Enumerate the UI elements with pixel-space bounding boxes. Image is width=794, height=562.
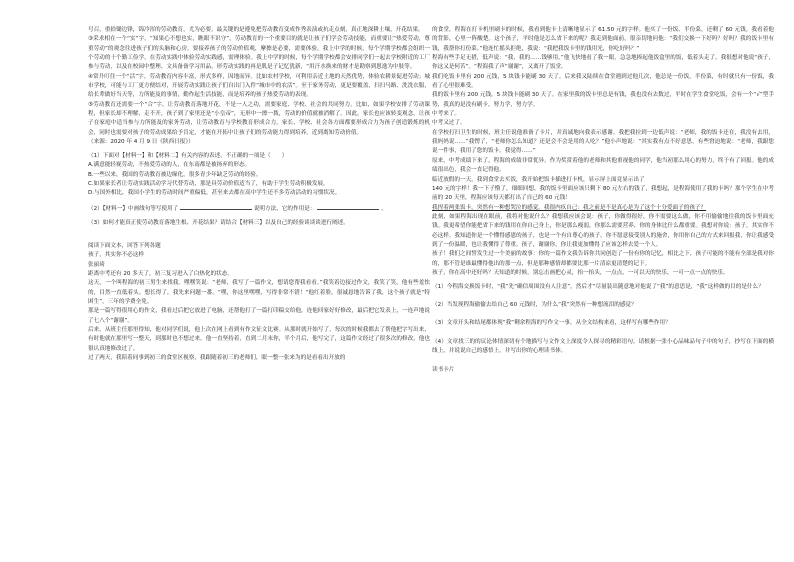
article-paragraph-13: 原来，中考成绩下来了，程海的成绩非常优异。作为奖赏着他的老师和其他重视他的同学，他当初那么用心的努力，终于有了回报。他的成绩很出色，我会一直记得他。	[432, 157, 774, 174]
article-paragraph-5: 过了两天，我陪着同事到初三的食堂区视察，我跟随着初三的老师们，眼一整一张来为的是看看出开放的	[88, 355, 346, 361]
question-1: （1）下面对【材料一】和【材料二】有关内容的表述，不正确的一项是（ ）	[88, 152, 288, 159]
article-paragraph-17: 孩子！我们之间誓发生过一个美丽的故事：你的一篇作文我告诉你共同创造了一份有你的记忆，相比之下，孩子可能的不能有全部是我对你的，那不管是谁最懂得他出的那一点，但是那种感情却都要比那一片清凉更清楚的记下。	[432, 251, 774, 267]
material-section-4: ④常升叮住一个“活”字。劳动教育内容丰富，形式多样，因地而异。比如农村学校，可利用亲近土地的天然优势，体验农耕景促进劳动；城市学校，可能与工厂更方便结对，开展劳动实践让孩子们自出门入件“城市中的农活”。至于家务劳动，更是要覆盖，扫扫马路、洗洗衣服，给长辈做好当天等，力所能及的事情，勤作起生活技能，而是培养的孩子热爱劳动的表现。	[88, 73, 430, 99]
question-1-option-a: A.满意能轻视劳动，不热爱劳动的人，在东南都是被扬弃的形态。	[88, 162, 251, 169]
article-paragraph-4: 后来，从班主任那里得知，他对同学们说，他上次在网上看到有作文征文比赛。从那时就开始写了，每次的时候我都去了帮他把字写出来，有时他就在那里写一整天，到那时也不想过来，他一直坚持着，直到二月末你，半个月后，他写完了，这篇作文经过了很多次的修改，他也很认真地修改过了。	[88, 326, 430, 352]
question-1-option-b: B.一些以来，我国的劳动教育被边缘化，很多青少年缺乏劳动的经验。	[88, 171, 262, 178]
intro-paragraph-tail: 号召，重拾锄边锋，锦冷浑的劳动教育，尤为必要。最关键的是遵免把劳动教育变成作秀表演或抗走点刻，真正地深耕土壤，开花结果。	[88, 27, 424, 33]
article-paragraph-9: 我的饭卡里有 200 元钱，5 块钱卡能刷 30 天了。在家里我的饭卡里总是有钱，我也没有去数过，平时在学生食堂吃饭，会有一个“√”型手势，我真的是没有刷卡，努力学，努力学。	[432, 92, 774, 108]
reading-question-1: （1）今程海交换饭卡时，“我”先“确信周围没有人注意”，然后才“尽量装出随意地对他说了“我”的意思是，“我”这样做的目的是什么？	[432, 283, 764, 290]
article-paragraph-16: 此刻，如果程海出现在眼前，我将对他说什么？我想我应该会说：孩子，你做得很好，你不需要这么做，你不用偷偷地往我的饭卡里面充钱。我更希望你能把省下来的钱用在你自己身上，你是那么瘦弱，你那么需要营养，你的身体比什么都重要。我想对你说：孩子，其实你不必这样。我知道你是一个懂得感恩的孩子，也是一个有自尊心的孩子。你不愿意接受别人的施舍，你用你自己的方式来回报我，你让我感受到了一份温暖，也让我懂得了尊重。孩子，谢谢你，你让我更加懂得了应该怎样去爱一个人。	[432, 213, 774, 248]
reading-question-2: （2）当发现程海偷偷去给自己 60 元钱时，为什么“我”突然有一种想流泪的感觉？	[432, 302, 637, 309]
article-title: 孩子，其实你不必这样	[88, 252, 144, 259]
underlined-sentence: 我捏着两张饭卡，突然有一种想哭泣的感觉。我很内疚自己：我之前是不是真心是为了这个十分爱面子的孩子？	[432, 204, 707, 211]
reading-question-4: （4）文章找三的的议论体情深切有个地描写与文作文上深度令人探寻的精彩语句。请根据一张小心品味品句子中的句子，抄写在下面的横线上，并说说自己的感悟上。并写出你的心理读书体。	[432, 338, 774, 355]
material-section-5: ⑤劳动教育还需要一个“合”字。让劳动教育落地开花，不是一人之功，需要家庭、学校、社会的共同努力。比如，如果学校安排了劳动课程，但家长却不理解，走不开，孩子到了家里还是“小皇帝”，无形中一擦一拨，劳动的价值就被消解了。因此，家长也应该转变观念，让孩子在家庭中适当参与力所能及的家务劳动，让劳动教育与学校教育形成合力，家长、学校、社会各方面都要形成合力为孩子创造锻炼的机会，同时也需要对孩子的劳动成果给予肯定，才能在开拓中让孩子们的劳动能力得到培养，近到离知劳动价值。	[88, 101, 430, 136]
source-note: （来源：2020 年 4 月 9 日《陕西日报》）	[88, 139, 194, 146]
article-paragraph-7: 程海有些手足无措，低声说：“我，我的……钱够用。”他飞快地看了我一眼，急急地捧起他饭盒里的饭，低着头走了，我很想对他说“孩子，你这又是何苦”。“程海我了声“谢谢”，又离开了饭堂。	[432, 55, 774, 71]
article-paragraph-3: 那是一篇写得很用心的作文，我看过后把它放进了电脑，还帮他打了一篇打印稿交给他，连他回家好好修改，最后把它发表上，一连声地说了七八个“谢谢”。	[88, 308, 430, 324]
article-paragraph-11: 中考又过了。	[432, 120, 466, 127]
reading-card-label: 读书卡片	[432, 366, 455, 373]
article-paragraph-1: 距离中考还有 20 多天了，初三复习进入了白热化的状态。	[88, 270, 233, 277]
article-paragraph-10: 中考来了。	[432, 111, 460, 118]
question-2-suffix: 。	[380, 206, 387, 213]
article-author: 张丽琦	[88, 261, 105, 268]
article-paragraph-14: 临近放假的一天，我到食堂去买饭，我开始把饭卡插进打卡机，显示屏上面竟显示出了	[432, 176, 645, 183]
reading-question-3: （3）文章开头和结尾都体现“我”剩余程海的写作文一事，从全文结构来看，这样写有哪些作用？	[432, 320, 671, 327]
article-paragraph-6: 的食堂，程海在打卡机里刷卡的时候，我看到他卡上清晰地显示了 61.50 元的字样。他买了一份饭、半份菜，还剩了 60 元钱。我看着他的背影，心里一阵酸楚。这个孩子，平时他是怎么省下来的呢？我走到他面前，很亲切地问他：“我们交换一下好吗？好吗？我的饭卡里有钱，我帮你打份菜。”他连忙摇头拒绝，我说：“我把我饭卡里的钱用光，你吃好吗？”	[432, 27, 774, 52]
right-column	[432, 26, 774, 375]
article-paragraph-8: 我们吃饭卡里有 200 元钱，5 块钱卡能刷 30 天了。后来我又陆续在食堂遇到过他几次，他总是一份饭，半份菜，有时就只有一份饭，我看了心里很难受。	[432, 73, 774, 90]
article-paragraph-18: 孩子，你在高中还好吗？天知道的时候，别忘击画把心灵，抬一抬头，一点点，一可以天的快乐，一可一点一点的快乐。	[432, 269, 729, 276]
question-1-option-d: D.与国外相比，我国小学生的劳动时间严重偏低，甚至来去都在高中学生还不多劳动活动的习惯状况。	[88, 190, 341, 197]
answer-blank-effect[interactable]	[317, 203, 379, 210]
question-2	[88, 203, 430, 214]
left-column	[88, 26, 430, 363]
material-section-3: ③采求相在一个“实”字。“知果心不想也实，瞧眼不识守”。劳动教育的一个重要目的就是让孩子们学会劳动技能，而重要让“热爱劳动，尊重劳动”的观念往进孩子们的头脑和心房。要接养孩子的劳动价值观，摩擦是必要，需要体验。我上中学的时候，每个学期学校都会组织一个劳动的十个勤工俭学，在劳动实践中体验劳动实践感，需理体验。我上中学的时候，每个学期学校都会安排同学们一起去学校附近的工厂参与劳动，以及在校园中整理、文具备备学习用品。形劳动实践的再是肌是子记忆犹新，“用汗水换来的财才是勘察到恩逸为中肢等。	[88, 36, 430, 71]
answer-blank-method[interactable]	[180, 203, 252, 210]
article-paragraph-12: 在学校打扫卫生的时候，班主任说他准备了卡片，并真诚地向我表示感谢。我把我拉到一边低声说：“老师，我的饭卡还在，我没有去用，我妈妈说……”我愣了，“老师你怎么知道？还是会不会是用的人吃？”他小声地说：“其实我有点不好意思，有些窘迫地说：“老师，我跟您说一件事，我用了您的饭卡。我觉得……”	[432, 129, 774, 155]
question-1-option-c: C.如果家长者让劳动实践活动学习代替劳动，那是具劳动价值适当了，有助于学生劳动积极发展。	[88, 181, 329, 187]
article-paragraph-2: 这天，一个叫程海的初三男生来找我。嘿嘿笑说：“老师，我写了一篇作文，想请您帮我看看。”我笑着边接过作文，我笑了笑，他有些羞怯的，目然一直低着头。想长得了，我先来问题一番。“嘿，你这里嘿嘿，写得非常不错！”他红着脸，很诚恳地告诉了我，这个孩子就是“特困生”，三年的学费全免。	[88, 280, 430, 305]
reading-prompt: 阅读下面文本，回答下列各题	[88, 242, 161, 249]
article-paragraph-15: 140 元的字样！我一下子懵了，细细回想，我的饭卡里面应该只剩下 80 元左右的钱了，我想起，是程海使用了我的卡吗？那个学生在中考前的 20 天里，程海应该每天都打出了自己的 60 元钱！	[432, 185, 774, 202]
question-2-prefix: （2）【材料一】中画线句等写使用了	[88, 206, 179, 213]
question-3: （3）如何才能真正使劳动教育落地生根、开花结果？请结合【材料三】以及自己的经验谈谈谈进行阐述。	[88, 220, 349, 227]
question-2-middle: 说明方法，它的作用是：	[253, 206, 316, 213]
